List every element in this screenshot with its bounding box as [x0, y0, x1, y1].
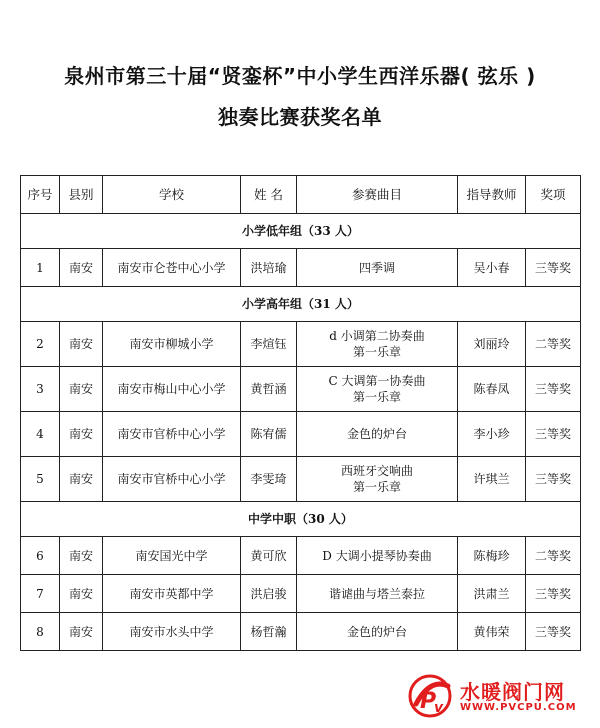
- cell-name: 陈宥儒: [241, 412, 297, 457]
- cell-school: 南安国光中学: [103, 537, 241, 575]
- piece-line2: 第一乐章: [352, 480, 401, 494]
- cell-no: 2: [21, 322, 60, 367]
- piece-line2: 第一乐章: [352, 390, 401, 404]
- cell-county: 南安: [60, 613, 103, 651]
- cell-county: 南安: [60, 322, 103, 367]
- header-award: 奖项: [526, 176, 581, 214]
- cell-school: 南安市梅山中心小学: [103, 367, 241, 412]
- cell-teacher: 洪肃兰: [458, 575, 526, 613]
- header-teacher: 指导教师: [458, 176, 526, 214]
- group-row: [21, 287, 581, 322]
- cell-school: 南安市柳城小学: [103, 322, 241, 367]
- cell-county: 南安: [60, 457, 103, 502]
- group-title: 小学低年组（33 人）: [21, 214, 581, 249]
- cell-name: 黄可欣: [241, 537, 297, 575]
- cell-name: 洪启骏: [241, 575, 297, 613]
- table-row: [21, 457, 581, 502]
- header-county: 县别: [60, 176, 103, 214]
- cell-piece: 金色的炉台: [297, 412, 458, 457]
- cell-no: 1: [21, 249, 60, 287]
- cell-teacher: 李小珍: [458, 412, 526, 457]
- table-row: [21, 613, 581, 651]
- cell-award: 三等奖: [526, 457, 581, 502]
- cell-piece: 四季调: [297, 249, 458, 287]
- cell-award: 三等奖: [526, 367, 581, 412]
- svg-text:P: P: [420, 689, 437, 714]
- cell-no: 7: [21, 575, 60, 613]
- cell-county: 南安: [60, 575, 103, 613]
- cell-teacher: 刘丽玲: [458, 322, 526, 367]
- cell-school: 南安市仑苍中心小学: [103, 249, 241, 287]
- watermark-site-name: 水暖阀门网: [460, 680, 565, 704]
- cell-piece: 谐谑曲与塔兰泰拉: [297, 575, 458, 613]
- cell-county: 南安: [60, 249, 103, 287]
- cell-name: 洪培瑜: [241, 249, 297, 287]
- piece-line2: 第一乐章: [352, 345, 401, 359]
- cell-name: 李煊钰: [241, 322, 297, 367]
- cell-school: 南安市水头中学: [103, 613, 241, 651]
- piece-line1: C 大调第一协奏曲: [328, 374, 426, 388]
- cell-award: 三等奖: [526, 249, 581, 287]
- table-row: [21, 249, 581, 287]
- piece-line1: 西班牙交响曲: [340, 464, 413, 478]
- cell-teacher: 陈梅珍: [458, 537, 526, 575]
- table-row: [21, 322, 581, 367]
- cell-piece: [297, 322, 458, 367]
- cell-piece: D 大调小提琴协奏曲: [297, 537, 458, 575]
- cell-school: 南安市官桥中心小学: [103, 457, 241, 502]
- cell-award: 三等奖: [526, 412, 581, 457]
- cell-name: 李雯琦: [241, 457, 297, 502]
- group-title: 小学高年组（31 人）: [21, 287, 581, 322]
- document-title-line1: 泉州市第三十届“贤銮杯”中小学生西洋乐器( 弦乐 ): [64, 64, 536, 88]
- cell-award: 二等奖: [526, 537, 581, 575]
- header-piece: 参赛曲目: [297, 176, 458, 214]
- header-no: 序号: [21, 176, 60, 214]
- cell-teacher: 吴小春: [458, 249, 526, 287]
- table-header-row: [21, 176, 581, 214]
- cell-school: 南安市英都中学: [103, 575, 241, 613]
- cell-teacher: 黄伟荣: [458, 613, 526, 651]
- cell-county: 南安: [60, 367, 103, 412]
- cell-teacher: 陈春凤: [458, 367, 526, 412]
- group-title: 中学中职（30 人）: [21, 502, 581, 537]
- piece-line1: d 小调第二协奏曲: [329, 329, 425, 343]
- cell-name: 杨哲瀚: [241, 613, 297, 651]
- cell-award: 三等奖: [526, 575, 581, 613]
- table-row: [21, 575, 581, 613]
- cell-piece: [297, 367, 458, 412]
- table-row: [21, 367, 581, 412]
- cell-county: 南安: [60, 412, 103, 457]
- cell-no: 3: [21, 367, 60, 412]
- cell-no: 4: [21, 412, 60, 457]
- cell-award: 二等奖: [526, 322, 581, 367]
- group-row: [21, 502, 581, 537]
- document-title-line2: 独奏比赛获奖名单: [218, 105, 382, 129]
- table-row: [21, 537, 581, 575]
- cell-school: 南安市官桥中心小学: [103, 412, 241, 457]
- site-watermark: [408, 674, 586, 718]
- cell-name: 黄哲涵: [241, 367, 297, 412]
- cell-piece: [297, 457, 458, 502]
- cell-award: 三等奖: [526, 613, 581, 651]
- table-row: [21, 412, 581, 457]
- cell-teacher: 许琪兰: [458, 457, 526, 502]
- header-school: 学校: [103, 176, 241, 214]
- cell-no: 6: [21, 537, 60, 575]
- header-name: 姓 名: [241, 176, 297, 214]
- cell-no: 5: [21, 457, 60, 502]
- cell-no: 8: [21, 613, 60, 651]
- awards-table: [20, 175, 581, 651]
- group-row: [21, 214, 581, 249]
- cell-county: 南安: [60, 537, 103, 575]
- svg-text:v: v: [434, 700, 444, 716]
- watermark-url: WWW.PVCPU.COM: [460, 702, 577, 713]
- pv-logo-icon: [408, 674, 456, 718]
- cell-piece: 金色的炉台: [297, 613, 458, 651]
